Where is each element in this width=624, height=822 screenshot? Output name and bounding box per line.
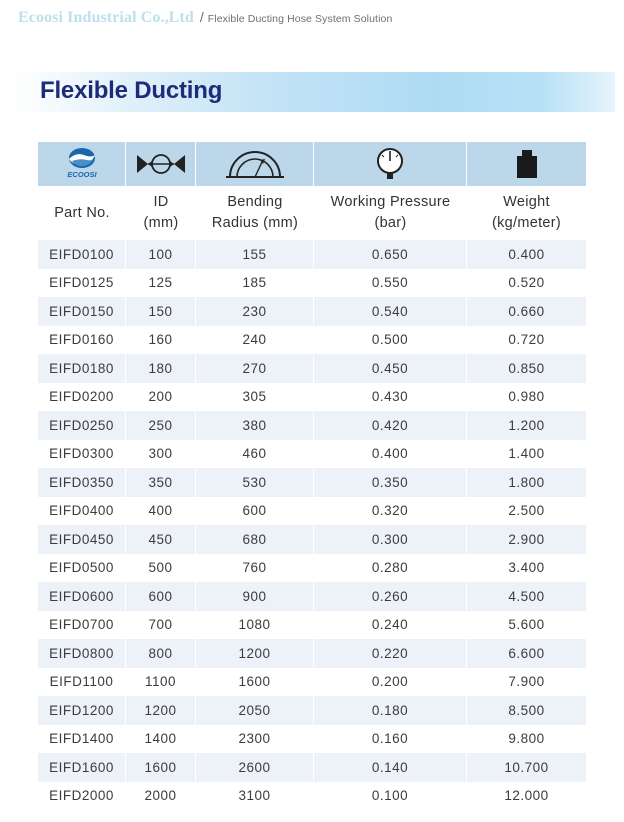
spec-table-body: [38, 240, 586, 810]
cell-bending-radius: 240: [196, 326, 314, 355]
cell-bending-radius: 900: [196, 582, 314, 611]
cell-part-no: EIFD0300: [38, 440, 126, 469]
col-bending-radius: Bending Radius (mm): [211, 194, 299, 231]
cell-id-mm: 700: [126, 611, 196, 640]
cell-weight: 7.900: [508, 674, 545, 690]
cell-bending-radius: 1600: [196, 668, 314, 697]
cell-part-no: EIFD1100: [38, 668, 126, 697]
cell-working-pressure: 0.160: [314, 725, 467, 754]
table-row: [38, 582, 586, 611]
cell-bending-radius: 230: [196, 297, 314, 326]
cell-weight: 0.660: [467, 297, 586, 326]
cell-working-pressure: 0.280: [314, 554, 467, 583]
logo-text: ECOOSI: [66, 170, 97, 179]
cell-id-mm: 150: [126, 297, 196, 326]
cell-id-mm: 400: [126, 497, 196, 526]
col-id: ID (mm): [143, 194, 179, 231]
spec-table: [38, 142, 586, 810]
cell-working-pressure: 0.180: [314, 696, 467, 725]
cell-weight: 0.720: [508, 332, 545, 348]
col-working-pressure: Working Pressure (bar): [330, 194, 451, 231]
cell-part-no: EIFD0450: [38, 525, 126, 554]
cell-part-no: EIFD0150: [38, 297, 126, 326]
cell-weight: 10.700: [467, 753, 586, 782]
cell-weight: 12.000: [504, 788, 549, 804]
table-row: [38, 668, 586, 697]
cell-id-mm: 200: [126, 383, 196, 412]
cell-weight: 9.800: [508, 731, 545, 747]
cell-bending-radius: 1080: [196, 611, 314, 640]
table-row: [38, 297, 586, 326]
cell-part-no: EIFD0160: [38, 326, 126, 355]
cell-bending-radius: 305: [196, 383, 314, 412]
cell-weight: 0.850: [467, 354, 586, 383]
cell-working-pressure: 0.500: [314, 326, 467, 355]
cell-id-mm: 300: [126, 440, 196, 469]
cell-bending-radius: 680: [196, 525, 314, 554]
cell-part-no: EIFD0200: [38, 383, 126, 412]
table-row: [38, 440, 586, 469]
cell-bending-radius: 460: [196, 440, 314, 469]
cell-bending-radius: 600: [196, 497, 314, 526]
cell-bending-radius: 2050: [196, 696, 314, 725]
table-row: [38, 639, 586, 668]
cell-id-mm: 1600: [126, 753, 196, 782]
cell-part-no: EIFD0800: [38, 639, 126, 668]
table-row: [38, 269, 586, 298]
cell-weight: 1.800: [467, 468, 586, 497]
cell-id-mm: 1100: [126, 668, 196, 697]
inner-diameter-icon: [134, 151, 188, 177]
cell-working-pressure: 0.650: [314, 240, 467, 269]
table-row: [38, 383, 586, 412]
cell-id-mm: 125: [126, 269, 196, 298]
cell-working-pressure: 0.200: [314, 668, 467, 697]
cell-weight: 3.400: [508, 560, 545, 576]
cell-weight: 5.600: [508, 617, 545, 633]
id-icon-cell: [126, 142, 196, 186]
cell-part-no: EIFD0180: [38, 354, 126, 383]
table-row: [38, 782, 586, 811]
cell-id-mm: 800: [126, 639, 196, 668]
cell-id-mm: 160: [126, 326, 196, 355]
cell-id-mm: 1400: [126, 725, 196, 754]
cell-weight: 0.520: [508, 275, 545, 291]
table-row: [38, 525, 586, 554]
cell-weight: 8.500: [467, 696, 586, 725]
table-row: [38, 696, 586, 725]
cell-working-pressure: 0.430: [314, 383, 467, 412]
cell-part-no: EIFD0350: [38, 468, 126, 497]
table-row: [38, 354, 586, 383]
cell-id-mm: 100: [126, 240, 196, 269]
table-row: [38, 725, 586, 754]
col-part-no: Part No.: [54, 204, 110, 221]
cell-working-pressure: 0.320: [314, 497, 467, 526]
cell-bending-radius: 2300: [196, 725, 314, 754]
cell-id-mm: 180: [126, 354, 196, 383]
cell-part-no: EIFD0125: [38, 269, 126, 298]
table-row: [38, 411, 586, 440]
bending-icon-cell: [196, 142, 314, 186]
header-tagline: Flexible Ducting Hose System Solution: [207, 13, 393, 25]
cell-working-pressure: 0.300: [314, 525, 467, 554]
table-row: [38, 611, 586, 640]
cell-working-pressure: 0.550: [314, 269, 467, 298]
section-title: Flexible Ducting: [40, 77, 223, 104]
cell-bending-radius: 530: [196, 468, 314, 497]
table-row: [38, 240, 586, 269]
cell-bending-radius: 3100: [196, 782, 314, 811]
cell-weight: 2.900: [467, 525, 586, 554]
cell-part-no: EIFD0500: [38, 554, 126, 583]
cell-id-mm: 450: [126, 525, 196, 554]
cell-weight: 0.400: [467, 240, 586, 269]
cell-working-pressure: 0.400: [314, 440, 467, 469]
cell-id-mm: 350: [126, 468, 196, 497]
cell-working-pressure: 0.140: [314, 753, 467, 782]
pressure-gauge-icon: [374, 147, 406, 181]
icon-row: [38, 142, 586, 186]
cell-part-no: EIFD0600: [38, 582, 126, 611]
logo-cell: [38, 142, 126, 186]
cell-working-pressure: 0.540: [314, 297, 467, 326]
cell-part-no: EIFD1600: [38, 753, 126, 782]
cell-working-pressure: 0.420: [314, 411, 467, 440]
cell-weight: 4.500: [467, 582, 586, 611]
table-row: [38, 326, 586, 355]
table-row: [38, 468, 586, 497]
cell-bending-radius: 1200: [196, 639, 314, 668]
ecoosi-logo: [58, 146, 106, 182]
cell-bending-radius: 2600: [196, 753, 314, 782]
cell-id-mm: 1200: [126, 696, 196, 725]
cell-working-pressure: 0.220: [314, 639, 467, 668]
cell-part-no: EIFD0250: [38, 411, 126, 440]
cell-id-mm: 250: [126, 411, 196, 440]
table-row: [38, 497, 586, 526]
cell-weight: 1.400: [508, 446, 545, 462]
cell-part-no: EIFD0100: [38, 240, 126, 269]
cell-id-mm: 600: [126, 582, 196, 611]
cell-weight: 6.600: [467, 639, 586, 668]
col-weight: Weight (kg/meter): [491, 194, 562, 231]
cell-part-no: EIFD0400: [38, 497, 126, 526]
page-header: [18, 9, 392, 31]
cell-part-no: EIFD0700: [38, 611, 126, 640]
weight-icon-cell: [467, 142, 586, 186]
bending-radius-icon: [224, 147, 286, 181]
cell-bending-radius: 760: [196, 554, 314, 583]
pressure-icon-cell: [314, 142, 467, 186]
cell-working-pressure: 0.240: [314, 611, 467, 640]
cell-id-mm: 500: [126, 554, 196, 583]
cell-working-pressure: 0.100: [314, 782, 467, 811]
table-row: [38, 554, 586, 583]
cell-working-pressure: 0.260: [314, 582, 467, 611]
column-header-row: [38, 186, 586, 240]
cell-bending-radius: 380: [196, 411, 314, 440]
section-banner: [14, 72, 615, 112]
table-row: [38, 753, 586, 782]
cell-part-no: EIFD1400: [38, 725, 126, 754]
cell-weight: 1.200: [467, 411, 586, 440]
header-separator: /: [199, 9, 204, 25]
cell-weight: 0.980: [508, 389, 545, 405]
cell-part-no: EIFD2000: [38, 782, 126, 811]
cell-bending-radius: 270: [196, 354, 314, 383]
cell-weight: 2.500: [508, 503, 545, 519]
cell-id-mm: 2000: [126, 782, 196, 811]
cell-working-pressure: 0.350: [314, 468, 467, 497]
company-name: Ecoosi Industrial Co.,Ltd: [18, 9, 194, 26]
cell-bending-radius: 185: [196, 269, 314, 298]
cell-working-pressure: 0.450: [314, 354, 467, 383]
cell-bending-radius: 155: [196, 240, 314, 269]
cell-part-no: EIFD1200: [38, 696, 126, 725]
weight-icon: [513, 148, 541, 180]
